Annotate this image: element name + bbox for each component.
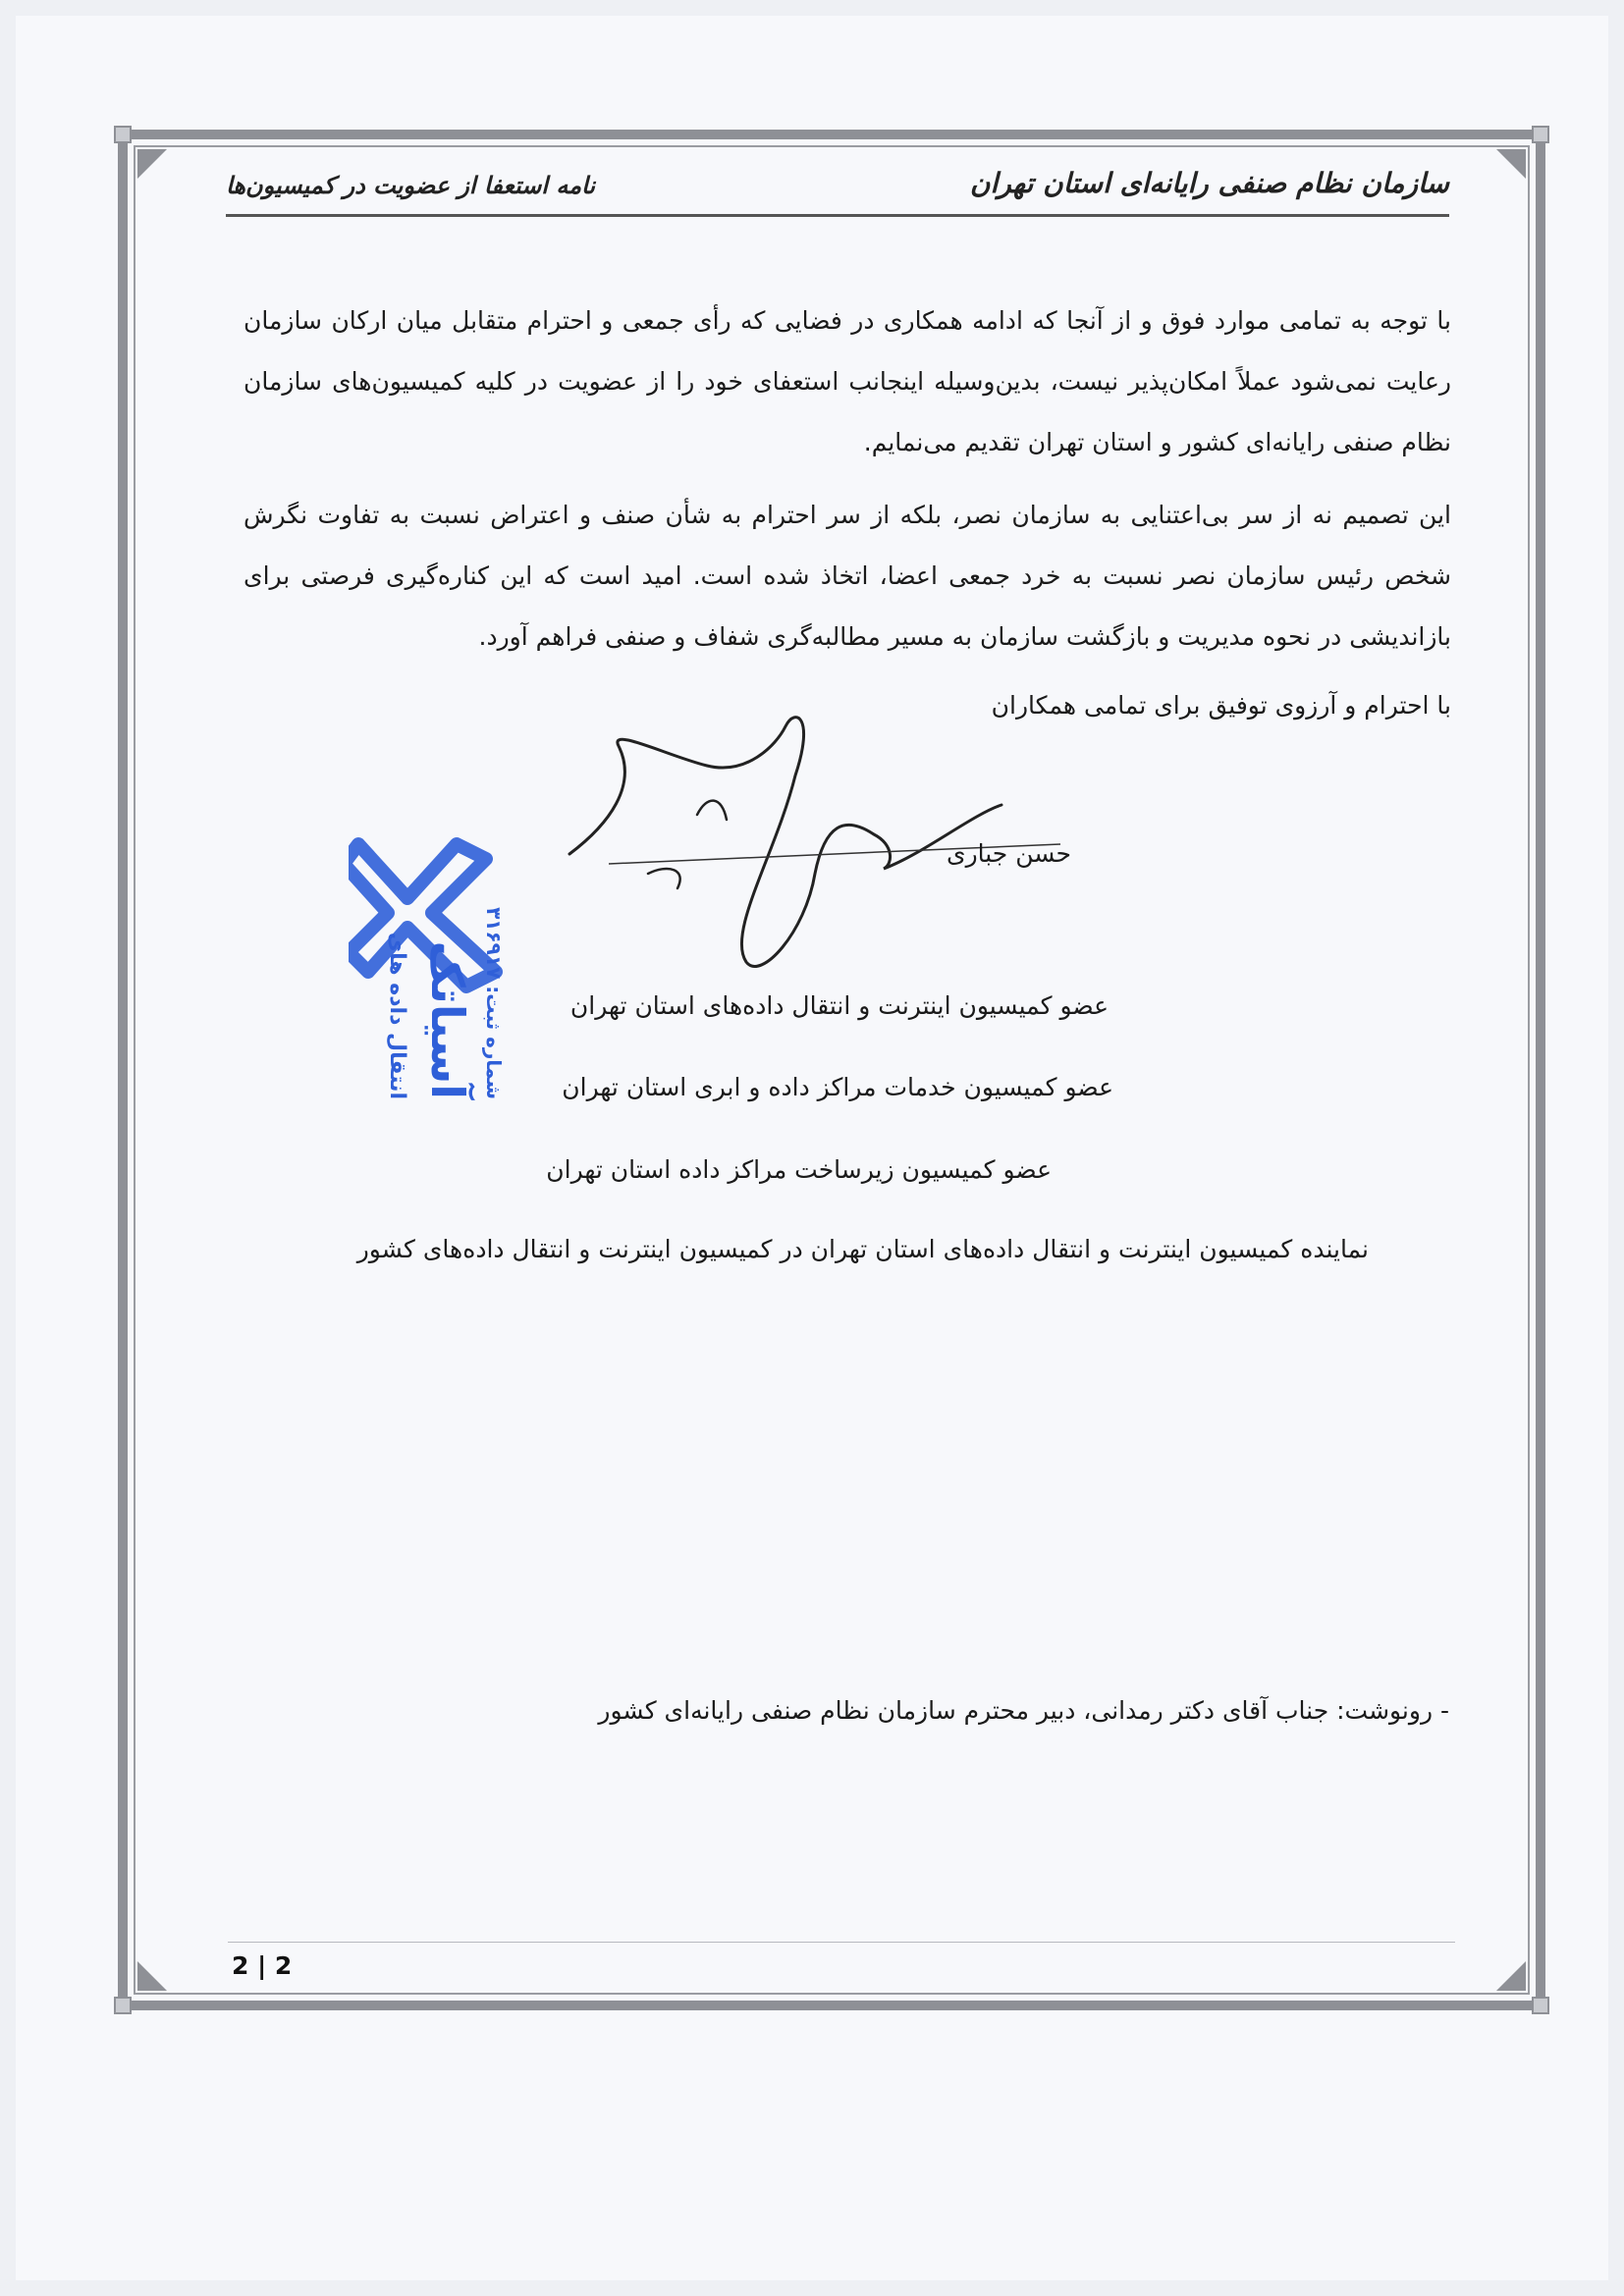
page-number: 2 | 2: [232, 1951, 293, 1980]
corner-ornament-top-left: [137, 149, 167, 179]
stamp-text-line2: آسیاتک: [421, 940, 474, 1099]
closing-line: با احترام و آرزوی توفیق برای تمامی همکاران: [991, 691, 1451, 720]
signatory-role: عضو کمیسیون اینترنت و انتقال داده‌های استان تهران: [569, 991, 1109, 1020]
paragraph-1: با توجه به تمامی موارد فوق و از آنجا که ادامه همکاری در فضایی که رأی جمعی و احترام متقابل میان ارکان سازمان رعایت نمی‌شود عملاً امکان‌پذیر نیست، بدین‌وسیله اینجانب استعفای خود را از عضویت در کلیه کمیسیون‌های سازمان نظام صنفی رایانه‌ای کشور و استان تهران تقدیم می‌نمایم.: [244, 306, 1451, 456]
letter-header: [226, 157, 1449, 217]
carbon-copy-line: - رونوشت: جناب آقای دکتر رمدانی، دبیر محترم سازمان نظام صنفی رایانه‌ای کشور: [598, 1696, 1449, 1725]
corner-square-top-right: [1532, 126, 1549, 143]
signatory-role: نماینده کمیسیون اینترنت و انتقال داده‌های استان تهران در کمیسیون اینترنت و انتقال داده‌های کشور: [356, 1235, 1369, 1263]
organization-name: سازمان نظام صنفی رایانه‌ای استان تهران: [969, 167, 1449, 199]
company-stamp: [349, 805, 525, 1099]
corner-ornament-bottom-left: [137, 1961, 167, 1991]
corner-square-bottom-right: [1532, 1997, 1549, 2014]
corner-square-bottom-left: [114, 1997, 132, 2014]
paragraph-2: این تصمیم نه از سر بی‌اعتنایی به سازمان نصر، بلکه از سر احترام به شأن صنف و اعتراض نسبت به تفاوت نگرش شخص رئیس سازمان نصر نسبت به خرد جمعی اعضا، اتخاذ شده است. امید است که این کناره‌گیری فرصتی برای بازاندیشی در نحوه مدیریت و بازگشت سازمان به مسیر مطالبه‌گری شفاف و صنفی فراهم آورد.: [244, 501, 1451, 651]
document-title: نامه استعفا از عضویت در کمیسیون‌ها: [226, 171, 596, 199]
signatory-role: عضو کمیسیون خدمات مراکز داده و ابری استان تهران: [562, 1073, 1113, 1101]
signatory-name: حسن جباری: [947, 839, 1071, 868]
corner-ornament-top-right: [1496, 149, 1526, 179]
footer-divider: [228, 1942, 1455, 1943]
corner-square-top-left: [114, 126, 132, 143]
stamp-text-line3: شماره ثبت: ۳۱۶۹۱۷: [482, 907, 506, 1099]
signatory-role: عضو کمیسیون زیرساخت مراکز داده استان تهران: [546, 1155, 1052, 1184]
stamp-text-line1: انتقال داده های: [385, 932, 409, 1099]
corner-ornament-bottom-right: [1496, 1961, 1526, 1991]
